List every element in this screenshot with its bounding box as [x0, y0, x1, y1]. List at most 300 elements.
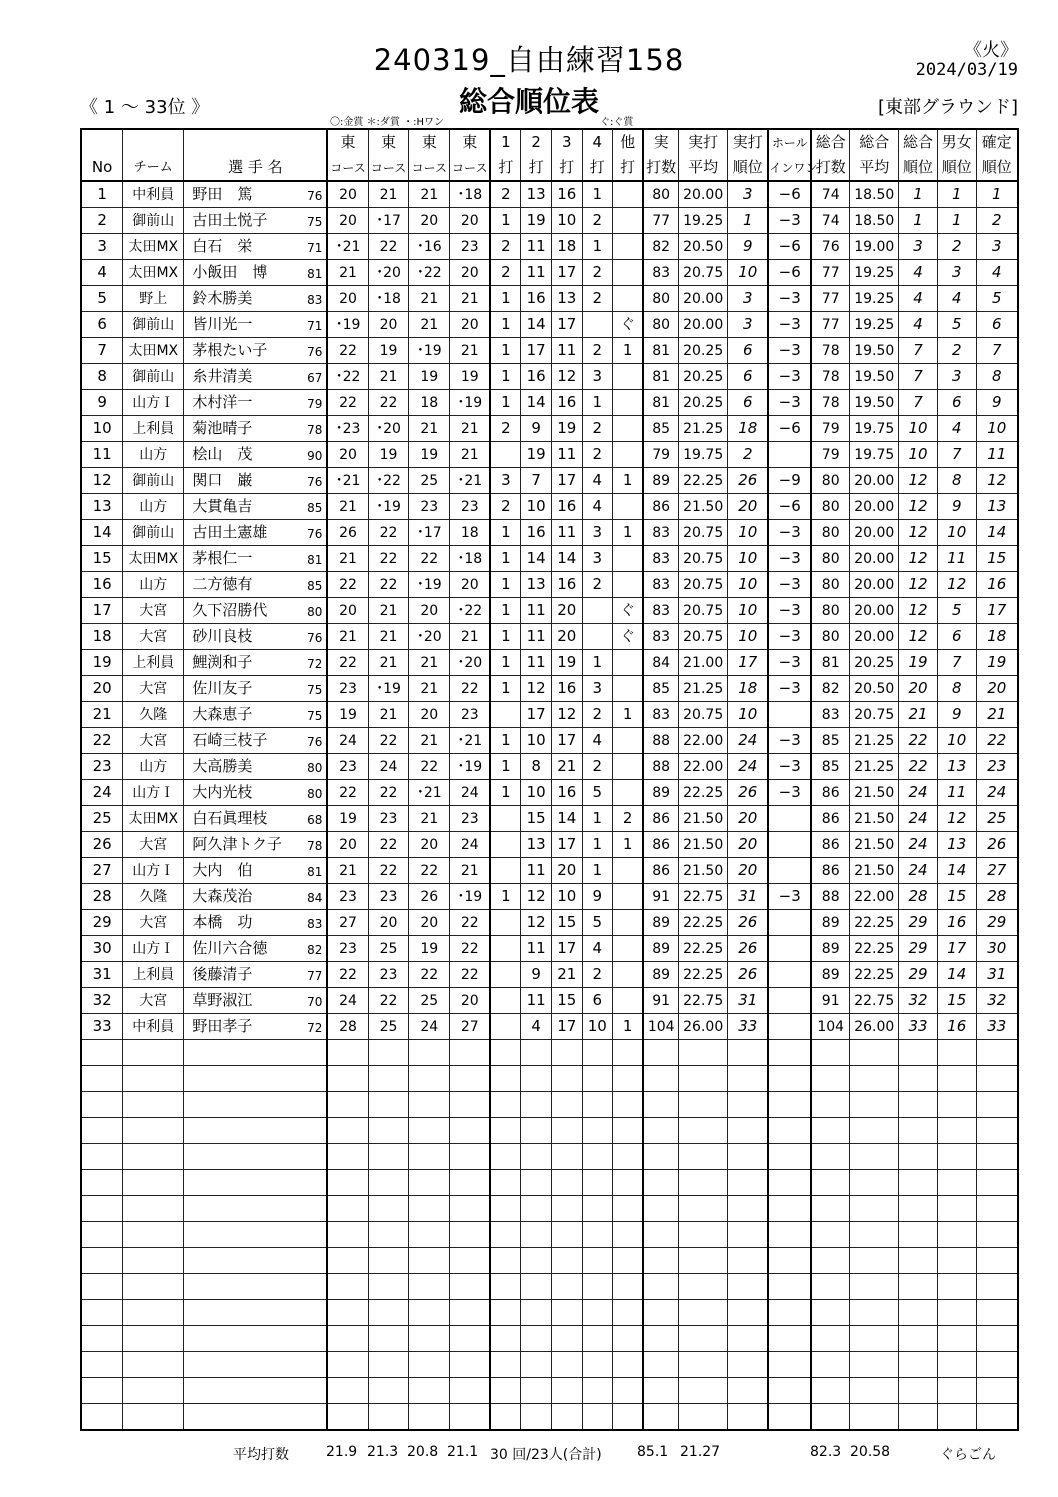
table-row: [81, 962, 1018, 988]
cell-gavg: 22.25: [850, 936, 899, 962]
empty-cell: [123, 1170, 184, 1196]
empty-cell: [368, 1092, 409, 1118]
player-age: 76: [307, 735, 323, 749]
empty-cell: [184, 1040, 328, 1066]
cell-s4: 4: [582, 936, 613, 962]
cell-avg: 21.50: [679, 858, 728, 884]
cell-no: 27: [81, 858, 123, 884]
cell-gtotal: 86: [811, 858, 850, 884]
empty-cell: [490, 1222, 521, 1248]
empty-cell: [123, 1404, 184, 1431]
empty-cell: [490, 1326, 521, 1352]
empty-cell: [327, 1300, 368, 1326]
cell-no: 14: [81, 520, 123, 546]
table-row: [81, 1014, 1018, 1040]
empty-cell: [679, 1378, 728, 1404]
cell-c3: 19: [409, 936, 450, 962]
table-row: [81, 884, 1018, 910]
cell-gavg: 19.25: [850, 260, 899, 286]
empty-cell: [184, 1300, 328, 1326]
cell-rank: 33: [728, 1014, 769, 1040]
empty-cell: [582, 1274, 613, 1300]
cell-gavg: 20.00: [850, 572, 899, 598]
player-name: 石崎三枝子: [192, 731, 268, 749]
cell-total: 83: [643, 546, 679, 572]
cell-s3: 11: [551, 442, 582, 468]
cell-so: [613, 390, 644, 416]
cell-so: 1: [613, 520, 644, 546]
cell-c1: 21: [327, 858, 368, 884]
cell-grank: 28: [899, 884, 938, 910]
cell-s2: 12: [521, 884, 552, 910]
empty-cell: [551, 1066, 582, 1092]
cell-c3: 20: [409, 702, 450, 728]
cell-c1: ･22: [327, 364, 368, 390]
column-header-top-9: 3: [551, 129, 582, 155]
empty-cell: [679, 1326, 728, 1352]
empty-cell: [613, 1222, 644, 1248]
cell-srank: 2: [937, 338, 976, 364]
cell-final: 23: [976, 754, 1018, 780]
column-header-11: 打: [613, 155, 644, 181]
player-name: 白石 栄: [192, 237, 253, 255]
cell-c1: 19: [327, 806, 368, 832]
empty-cell: [521, 1222, 552, 1248]
column-header-1: チーム: [123, 155, 184, 181]
empty-cell: [450, 1378, 491, 1404]
cell-avg: 22.25: [679, 780, 728, 806]
cell-rank: 20: [728, 494, 769, 520]
cell-srank: 14: [937, 858, 976, 884]
cell-avg: 21.50: [679, 806, 728, 832]
cell-total: 83: [643, 520, 679, 546]
cell-rank: 17: [728, 650, 769, 676]
cell-hio: −3: [768, 364, 811, 390]
table-row: [81, 1378, 1018, 1404]
empty-cell: [768, 1118, 811, 1144]
cell-no: 13: [81, 494, 123, 520]
cell-rank: 10: [728, 572, 769, 598]
cell-hio: −3: [768, 754, 811, 780]
cell-rank: 26: [728, 468, 769, 494]
empty-cell: [643, 1404, 679, 1431]
empty-cell: [976, 1170, 1018, 1196]
column-header-top-14: 実打: [728, 129, 769, 155]
player-cell: [184, 364, 328, 390]
cell-c1: 24: [327, 988, 368, 1014]
cell-srank: 4: [937, 286, 976, 312]
cell-s4: 6: [582, 988, 613, 1014]
footer-avg-c1: 21.9: [326, 1444, 358, 1460]
cell-gtotal: 80: [811, 598, 850, 624]
player-name: 大内 伯: [192, 861, 253, 879]
column-header-2: 選 手 名: [184, 155, 328, 181]
empty-cell: [643, 1066, 679, 1092]
empty-cell: [850, 1222, 899, 1248]
empty-cell: [521, 1118, 552, 1144]
cell-c1: 23: [327, 884, 368, 910]
cell-avg: 19.25: [679, 208, 728, 234]
empty-cell: [582, 1040, 613, 1066]
cell-no: 26: [81, 832, 123, 858]
cell-s2: 16: [521, 364, 552, 390]
player-cell: [184, 910, 328, 936]
player-age: 81: [307, 553, 323, 567]
cell-rank: 10: [728, 598, 769, 624]
empty-cell: [490, 1274, 521, 1300]
cell-hio: [768, 910, 811, 936]
cell-s1: 1: [490, 520, 521, 546]
cell-final: 11: [976, 442, 1018, 468]
cell-grank: 4: [899, 312, 938, 338]
player-cell: [184, 858, 328, 884]
player-name: 古田土悦子: [192, 211, 268, 229]
player-cell: [184, 676, 328, 702]
column-header-top-5: 東: [409, 129, 450, 155]
cell-c3: ･21: [409, 780, 450, 806]
cell-c1: 20: [327, 181, 368, 208]
empty-cell: [551, 1092, 582, 1118]
cell-s1: [490, 832, 521, 858]
cell-so: ぐ: [613, 624, 644, 650]
empty-cell: [490, 1352, 521, 1378]
cell-c2: 22: [368, 520, 409, 546]
player-age: 83: [307, 293, 323, 307]
column-header-14: 順位: [728, 155, 769, 181]
empty-cell: [643, 1248, 679, 1274]
cell-s4: 3: [582, 520, 613, 546]
empty-cell: [490, 1144, 521, 1170]
cell-s4: 2: [582, 702, 613, 728]
empty-cell: [613, 1144, 644, 1170]
table-row: [81, 936, 1018, 962]
cell-srank: 12: [937, 572, 976, 598]
cell-s4: 9: [582, 884, 613, 910]
player-age: 75: [307, 215, 323, 229]
empty-cell: [409, 1274, 450, 1300]
cell-s3: 16: [551, 572, 582, 598]
cell-s4: 3: [582, 676, 613, 702]
cell-rank: 18: [728, 676, 769, 702]
cell-grank: 12: [899, 468, 938, 494]
cell-grank: 22: [899, 728, 938, 754]
cell-gavg: 20.00: [850, 468, 899, 494]
footer-summary: [0, 1444, 1058, 1464]
cell-avg: 20.75: [679, 598, 728, 624]
empty-cell: [728, 1378, 769, 1404]
empty-cell: [184, 1248, 328, 1274]
cell-team: 太田MX: [123, 234, 184, 260]
cell-avg: 20.75: [679, 702, 728, 728]
player-name: 佐川友子: [192, 679, 253, 697]
cell-gtotal: 91: [811, 988, 850, 1014]
cell-s2: 13: [521, 181, 552, 208]
empty-cell: [613, 1378, 644, 1404]
cell-gavg: 21.50: [850, 780, 899, 806]
empty-cell: [976, 1040, 1018, 1066]
cell-s1: 1: [490, 572, 521, 598]
empty-cell: [937, 1300, 976, 1326]
cell-final: 14: [976, 520, 1018, 546]
empty-cell: [613, 1196, 644, 1222]
cell-c2: 21: [368, 598, 409, 624]
column-header-16: 打数: [811, 155, 850, 181]
cell-final: 7: [976, 338, 1018, 364]
cell-no: 4: [81, 260, 123, 286]
player-name: 野田孝子: [192, 1017, 253, 1035]
cell-no: 24: [81, 780, 123, 806]
cell-c2: 20: [368, 910, 409, 936]
cell-c1: 22: [327, 338, 368, 364]
empty-cell: [368, 1404, 409, 1431]
cell-c4: ･19: [450, 390, 491, 416]
player-age: 90: [307, 449, 323, 463]
cell-total: 85: [643, 676, 679, 702]
cell-no: 21: [81, 702, 123, 728]
column-header-10: 打: [582, 155, 613, 181]
empty-cell: [728, 1326, 769, 1352]
column-header-top-0: [81, 129, 123, 155]
cell-avg: 22.00: [679, 728, 728, 754]
cell-c4: 20: [450, 312, 491, 338]
empty-cell: [409, 1222, 450, 1248]
cell-s3: 10: [551, 208, 582, 234]
cell-s2: 11: [521, 858, 552, 884]
cell-c1: 21: [327, 260, 368, 286]
empty-cell: [811, 1300, 850, 1326]
cell-gavg: 20.00: [850, 598, 899, 624]
cell-gavg: 20.50: [850, 676, 899, 702]
empty-cell: [811, 1118, 850, 1144]
cell-s2: 17: [521, 338, 552, 364]
cell-s4: 2: [582, 286, 613, 312]
empty-cell: [327, 1274, 368, 1300]
cell-s2: 12: [521, 676, 552, 702]
player-cell: [184, 962, 328, 988]
cell-s3: 21: [551, 754, 582, 780]
cell-c1: 21: [327, 494, 368, 520]
cell-team: 太田MX: [123, 338, 184, 364]
cell-team: 野上: [123, 286, 184, 312]
empty-cell: [551, 1326, 582, 1352]
cell-gavg: 19.75: [850, 416, 899, 442]
cell-team: 上利員: [123, 962, 184, 988]
footer-g-avg: 20.58: [850, 1444, 891, 1460]
cell-srank: 3: [937, 364, 976, 390]
cell-gavg: 19.50: [850, 390, 899, 416]
empty-cell: [123, 1144, 184, 1170]
cell-gtotal: 85: [811, 728, 850, 754]
empty-cell: [490, 1118, 521, 1144]
player-cell: [184, 468, 328, 494]
empty-cell: [551, 1352, 582, 1378]
cell-final: 1: [976, 181, 1018, 208]
cell-gtotal: 83: [811, 702, 850, 728]
player-name: 茅根たい子: [192, 341, 268, 359]
table-row: [81, 546, 1018, 572]
cell-total: 84: [643, 650, 679, 676]
cell-c3: 21: [409, 286, 450, 312]
cell-c4: 23: [450, 494, 491, 520]
date-label: 2024/03/19: [915, 60, 1018, 80]
empty-cell: [811, 1196, 850, 1222]
empty-cell: [937, 1248, 976, 1274]
cell-c3: 24: [409, 1014, 450, 1040]
empty-cell: [850, 1040, 899, 1066]
cell-gavg: 21.25: [850, 728, 899, 754]
table-row: [81, 676, 1018, 702]
column-header-3: コース: [327, 155, 368, 181]
empty-cell: [81, 1170, 123, 1196]
cell-grank: 4: [899, 260, 938, 286]
cell-c3: 22: [409, 962, 450, 988]
cell-s2: 10: [521, 780, 552, 806]
player-cell: [184, 650, 328, 676]
empty-cell: [728, 1248, 769, 1274]
empty-cell: [184, 1118, 328, 1144]
player-name: 二方徳有: [192, 575, 253, 593]
cell-hio: −3: [768, 624, 811, 650]
cell-gtotal: 88: [811, 884, 850, 910]
cell-grank: 29: [899, 910, 938, 936]
column-header-0: No: [81, 155, 123, 181]
cell-s2: 11: [521, 598, 552, 624]
table-row: [81, 1222, 1018, 1248]
cell-so: ぐ: [613, 598, 644, 624]
cell-total: 89: [643, 910, 679, 936]
player-cell: [184, 624, 328, 650]
table-row: [81, 1066, 1018, 1092]
cell-s1: [490, 1014, 521, 1040]
cell-avg: 26.00: [679, 1014, 728, 1040]
cell-avg: 22.25: [679, 468, 728, 494]
empty-cell: [582, 1118, 613, 1144]
cell-gavg: 20.00: [850, 520, 899, 546]
cell-c1: 20: [327, 598, 368, 624]
cell-hio: [768, 962, 811, 988]
empty-cell: [643, 1144, 679, 1170]
empty-cell: [368, 1170, 409, 1196]
player-cell: [184, 572, 328, 598]
cell-final: 10: [976, 416, 1018, 442]
cell-srank: 3: [937, 260, 976, 286]
cell-grank: 21: [899, 702, 938, 728]
player-cell: [184, 884, 328, 910]
cell-grank: 7: [899, 364, 938, 390]
empty-cell: [521, 1170, 552, 1196]
table-row: [81, 806, 1018, 832]
cell-c3: 21: [409, 650, 450, 676]
cell-rank: 3: [728, 286, 769, 312]
player-name: 大森茂治: [192, 887, 253, 905]
empty-cell: [937, 1118, 976, 1144]
cell-s4: 3: [582, 364, 613, 390]
player-cell: [184, 234, 328, 260]
cell-no: 1: [81, 181, 123, 208]
cell-grank: 10: [899, 416, 938, 442]
cell-team: 山方Ｉ: [123, 936, 184, 962]
cell-so: 1: [613, 338, 644, 364]
empty-cell: [850, 1352, 899, 1378]
empty-cell: [850, 1118, 899, 1144]
cell-final: 27: [976, 858, 1018, 884]
cell-s2: 9: [521, 962, 552, 988]
player-cell: [184, 390, 328, 416]
cell-total: 80: [643, 312, 679, 338]
cell-hio: [768, 806, 811, 832]
player-age: 80: [307, 787, 323, 801]
empty-cell: [521, 1066, 552, 1092]
empty-cell: [728, 1144, 769, 1170]
empty-cell: [899, 1092, 938, 1118]
cell-s2: 8: [521, 754, 552, 780]
cell-srank: 10: [937, 520, 976, 546]
player-age: 82: [307, 943, 323, 957]
table-row: [81, 988, 1018, 1014]
empty-cell: [521, 1404, 552, 1431]
empty-cell: [81, 1222, 123, 1248]
table-row: [81, 598, 1018, 624]
column-header-20: 順位: [976, 155, 1018, 181]
cell-final: 21: [976, 702, 1018, 728]
player-name: 関口 巌: [192, 471, 253, 489]
cell-team: 山方: [123, 572, 184, 598]
cell-hio: −3: [768, 520, 811, 546]
table-row: [81, 1404, 1018, 1431]
cell-gavg: 21.50: [850, 806, 899, 832]
cell-avg: 20.25: [679, 338, 728, 364]
cell-gtotal: 80: [811, 494, 850, 520]
cell-so: [613, 494, 644, 520]
cell-avg: 21.25: [679, 416, 728, 442]
cell-srank: 7: [937, 442, 976, 468]
cell-c2: 21: [368, 650, 409, 676]
empty-cell: [899, 1144, 938, 1170]
cell-gavg: 19.75: [850, 442, 899, 468]
table-row: [81, 650, 1018, 676]
cell-no: 15: [81, 546, 123, 572]
cell-s1: 1: [490, 754, 521, 780]
cell-srank: 17: [937, 936, 976, 962]
cell-grank: 7: [899, 338, 938, 364]
empty-cell: [728, 1404, 769, 1431]
player-name: 鈴木勝美: [192, 289, 253, 307]
cell-s2: 15: [521, 806, 552, 832]
cell-c4: 23: [450, 806, 491, 832]
empty-cell: [368, 1248, 409, 1274]
cell-s4: 1: [582, 390, 613, 416]
cell-gtotal: 86: [811, 806, 850, 832]
empty-cell: [679, 1040, 728, 1066]
rank-range: 《 1 ～ 33位 》: [80, 97, 210, 118]
cell-hio: −3: [768, 598, 811, 624]
cell-c2: ･19: [368, 494, 409, 520]
footer-avg-c4: 21.1: [447, 1444, 479, 1460]
empty-cell: [327, 1040, 368, 1066]
cell-final: 32: [976, 988, 1018, 1014]
empty-cell: [768, 1248, 811, 1274]
cell-s1: 2: [490, 260, 521, 286]
empty-cell: [123, 1222, 184, 1248]
cell-c3: 20: [409, 832, 450, 858]
cell-hio: −3: [768, 312, 811, 338]
cell-grank: 24: [899, 806, 938, 832]
empty-cell: [409, 1170, 450, 1196]
empty-cell: [327, 1144, 368, 1170]
empty-cell: [450, 1248, 491, 1274]
cell-rank: 6: [728, 364, 769, 390]
cell-c4: 21: [450, 416, 491, 442]
